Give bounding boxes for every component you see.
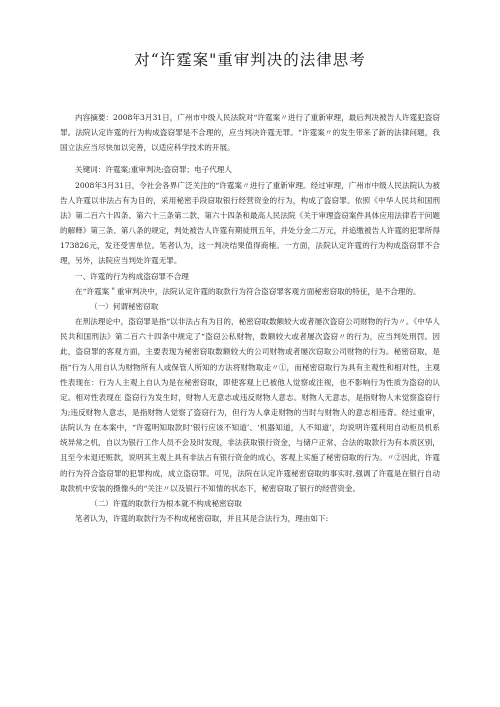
spacer (60, 155, 440, 162)
paragraph-2: 在“许霆案＂重审判决中，法院认定许霆的取款行为符合盗窃罪客观方面秘密窃取的特征，是不合理的。 (75, 286, 421, 296)
section-heading-1: 一、许霆的行为构成盗窃罪不合理 (75, 271, 189, 281)
abstract-paragraph: 内容摘要：2008年3月31日，广州市中级人民法院对“许霆案〃进行了重新审理，最后判决被告人许霆犯盗窃罪。法院认定许霆的行为构成盗窃罪是不合理的，应当判决许霆无罪。“许霆案〃的发生带来了新的法律问题，我国立法应当尽快加以完善，以适应科学技术的开展。 (60, 113, 440, 153)
paragraph-3: 在刑法理论中，盗窃罪是指“以非法占有为目的，秘密窃取数额较大或者屡次盗窃公司财物的行为〃。《中华人民共和国刑法》第二百六十四条中规定了“盗窃公私财物，数额较大或者屡次盗窃〃的行为，应当判处刑罚。因此，盗窃罪的客观方面，主要表现为秘密窃取数额较大的公司财物或者屡次窃取公司财物的行为。秘密窃取，是指“行为人用自认为财物所有人或保管人所知的方法将财物取走〃①，而秘密窃取行为具有主观性和相对性，主观性表现在：行为人主观上自认为是在秘密窃取，即使客观上已被他人觉察或注视，也不影响行为性质为盗窃的认定。相对性表现在 盗窃行为发生时，财物人无意志或违反财物人意志。财物人无意志，是指财物人未觉察盗窃行为;违反财物人意志，是指财物人觉察了盗窃行为，但行为人拿走财物的当时与财物人的意志相违背。经过重审，法院认为 在本案中，“许霆明知取款时‘银行应该不知道’、‘机器知道，人不知道’，均说明许霆利用自动柜员机系统异常之机，自以为银行工作人员不会及时发现，非法获取银行资金，与储户正常、合法的取款行为有本质区别，且至今未退还赃款，说明其主观上具有非法占有银行资金的成心，客观上实施了秘密窃取的行为。〃②因此，许霆的行为符合盗窃罪的犯罪构成，成立盗窃罪。可见，法院在认定许霆秘密窃取的事实时,强调了许霆是在银行自动取款机中安装的摄像头的“关注〃以及银行不知情的状态下，秘密窃取了银行的经营资金。 (60, 317, 440, 493)
document-title: 对“许霆案"重审判决的法律思考 (134, 51, 366, 69)
paragraph-4: 笔者认为，许霆的取款行为不构成秘密窃取，并且其是合法行为，理由如下: (75, 514, 329, 524)
document-body (60, 110, 440, 526)
paragraph-1: 2008年3月31日，令社会各界广泛关注的“许霆案〃进行了重新审理。经过审理，广州市中级人民法院认为被告人许霆以非法占有为目的，采用秘密手段窃取银行经营资金的行为，构成了盗窃罪。依照《中华人民共和国刑法》第二百六十四条、第六十三条第二款、第六十四条和最高人民法院《关于审理盗窃案件具体应用法律若干问题的解释》第三条、第八条的规定，判处被告人许霆有期徒刑五年，并处分金二万元，并追缴被告人许霆的犯罪所得173826元，发还受害单位。笔者认为，这一判决结果值得商榷。一方面，法院认定许霆的行为构成盗窃罪不合理，另外，法院应当判处许霆无罪。 (60, 180, 440, 266)
subsection-heading-2: （二）许霆的取款行为根本就不构成秘密窃取 (90, 498, 242, 508)
keywords-line: 关键词：许霆案;重审判决;盗窃罪；电子代理人 (75, 165, 232, 175)
subsection-heading-1: （一）何谓秘密窃取 (90, 301, 159, 311)
